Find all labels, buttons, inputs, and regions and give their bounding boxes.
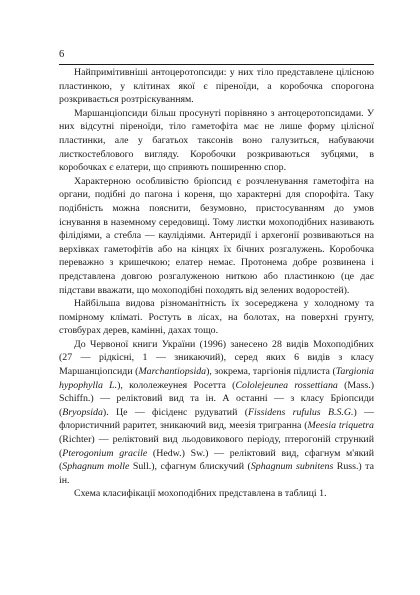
paragraph-text: Russ.) та ін. — [59, 461, 374, 486]
latin-name: Pterogonium gracile — [62, 447, 148, 459]
paragraph-text: (Hedw.) Sw.) — реліктовий вид, сфагнум м'який ( — [59, 447, 374, 473]
latin-name: Bryopsida — [62, 406, 103, 418]
paragraph-text: ), зокрема, таргіонія підлиста ( — [206, 366, 336, 378]
paragraph-table-reference — [59, 487, 374, 501]
latin-name: Cololejeunea rossettiana — [235, 379, 338, 391]
paragraph-text: ), кололежеунея Росетта ( — [117, 379, 236, 391]
paragraph-red-book — [59, 338, 374, 488]
latin-name: Sphagnum molle — [62, 461, 130, 473]
latin-name: Marchantiopsida — [138, 366, 207, 378]
paragraph-text: Найпримітивніші антоцеротопсиди: у них тіло представлене цілісною пластинкою, у клітинах якої є піреноїди, а коробочка спорогона розкривається розтріскуванням. — [59, 67, 374, 106]
paragraph-marchantiopsids — [59, 107, 374, 175]
latin-name: Fissidens rufulus B.S.G. — [248, 406, 354, 418]
paragraph-antocerotopsids — [59, 66, 374, 107]
header-rule — [59, 64, 374, 65]
latin-name: Targionia hypophylla L. — [59, 366, 374, 391]
paragraph-text: Характерною особливістю бріопсид є розчленування гаметофіта на органи, подібні до пагона і кореня, що характерні для спорофіта. Таку подібність можна пояснити, безумовно, пристосуванням до умов існування в наземному середовищі. Тому листки мохоподібних називають філідіями, а стебла — каулідіями. Антеридії і архегонії розвиваються на верхівках гаметофітів або на кінцях їх бічних розгалужень. Коробочка переважно з кришечкою; елатер немає. Протонема добре розвинена і представлена довгою розгалуженою ниткою або пластинкою (це дає підстави вважати, що мохоподібні походять від зелених водоростей). — [59, 175, 374, 296]
paragraph-text: Схема класифікації мохоподібних представлена в таблиці 1. — [74, 488, 327, 500]
paragraph-text: Маршанціопсиди більш просунуті порівняно з антоцеротопсидами. У них відсутні піреноїди, тіло гаметофіта має не лише форму цілісної пластинки, але у багатьох таксонів воно галузиться, набуваючи листкостеблового вигляду. Коробочки розкриваються зубцями, в коробочках є елатери, що сприяють поширенню спор. — [59, 107, 374, 174]
paragraph-text: ) — флористичний раритет, зникаючий вид, меезія тригранна ( — [59, 406, 374, 432]
paragraph-text: Sull.), сфагнум блискучий ( — [129, 461, 251, 473]
paragraph-text: До Червоної книги України (1996) занесено 28 видів Мохоподібних (27 — рідкісні, 1 — зникаючий), серед яких 6 видів з класу Маршанціопсиди ( — [59, 338, 374, 378]
paragraph-text: (Richter) — реліктовий вид льодовикового періоду, птерогоній стрункий ( — [59, 434, 374, 459]
paragraph-text: Найбільша видова різноманітність їх зосереджена у холодному та помірному кліматі. Ростуть в лісах, на болотах, на поверхні грунту, стовбурах дерев, камінні, дахах тощо. — [59, 298, 374, 337]
page-number: 6 — [59, 49, 65, 60]
paragraph-text: (Mass.) Schiffn.) — реліктовий вид та ін. А останні — з класу Бріопсиди ( — [59, 379, 374, 418]
paragraph-text: ). Це — фісіденс рудуватий ( — [102, 406, 248, 418]
paragraph-distribution — [59, 297, 374, 338]
paragraph-bryopsids — [59, 175, 374, 297]
body-text — [59, 66, 374, 501]
latin-name: Sphagnum subnitens — [250, 461, 334, 473]
latin-name: Meesia triquetra — [307, 420, 374, 432]
